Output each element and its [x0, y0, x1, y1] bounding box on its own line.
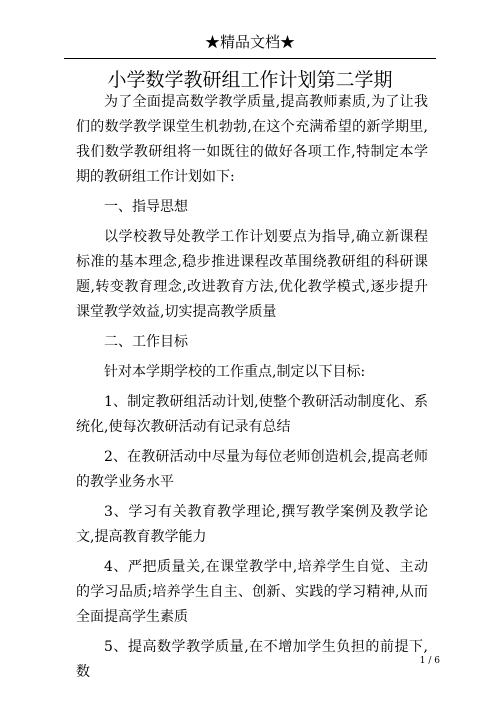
section-heading-work-goals: 二、工作目标 — [104, 334, 188, 350]
goal-item-1: 1、制定教研组活动计划,使整个教研活动制度化、系统化,使每次教研活动有记录有总结 — [76, 394, 428, 435]
document-title: 小学数学教研组工作计划第二学期 — [107, 69, 393, 91]
document-body — [76, 90, 428, 685]
goal-item-4: 4、严把质量关,在课堂教学中,培养学生自觉、主动的学习品质;培养学生自主、创新、实践的学习精神,从而全面提高学生素质 — [76, 559, 428, 625]
goal-item-3: 3、学习有关教育教学理论,撰写教学案例及教学论文,提高教育教学能力 — [76, 504, 428, 545]
section-heading-guiding-ideas: 一、指导思想 — [104, 199, 188, 215]
goal-item-2: 2、在教研活动中尽量为每位老师创造机会,提高老师的教学业务水平 — [76, 449, 428, 490]
goal-item-5: 5、提高数学教学质量,在不增加学生负担的前提下,数 — [76, 639, 428, 680]
page-header: ★精品文档★ — [204, 33, 295, 51]
page-number: 1 / 6 — [419, 656, 440, 666]
paragraph-intro: 为了全面提高数学教学质量,提高教师素质,为了让我们的数学教学课堂生机勃勃,在这个充满希望的新学期里,我们数学教研组将一如既往的做好各项工作,特制定本学期的教研组工作计划如下: — [76, 94, 428, 185]
paragraph-guiding-ideas: 以学校教导处教学工作计划要点为指导,确立新课程标准的基本理念,稳步推进课程改革围绕教研组的科研课题,转变教育理念,改进教育方法,优化教学模式,逐步提升课堂教学效益,切实提高教学质量 — [76, 229, 428, 320]
header-divider — [64, 58, 436, 59]
paragraph-goals-intro: 针对本学期学校的工作重点,制定以下目标: — [104, 364, 366, 380]
